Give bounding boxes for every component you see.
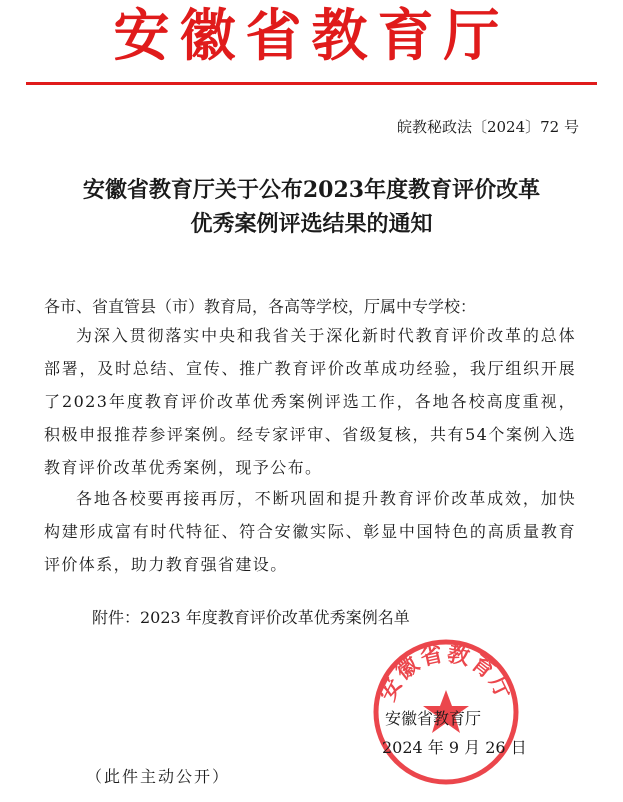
document-title-line-1: 安徽省教育厅关于公布2023年度教育评价改革 bbox=[82, 177, 541, 203]
addressee-line: 各市、省直管县（市）教育局，各高等学校，厅属中专学校： bbox=[44, 297, 477, 316]
signer-name: 安徽省教育厅 bbox=[385, 709, 482, 728]
header-divider-line bbox=[26, 82, 597, 85]
issue-date: 2024 年 9 月 26 日 bbox=[382, 738, 527, 757]
document-number: 皖教秘政法〔2024〕72 号 bbox=[396, 118, 579, 136]
seal-text-path: 安徽省教育厅 bbox=[375, 641, 517, 706]
document-title-line-2: 优秀案例评选结果的通知 bbox=[190, 211, 433, 237]
body-paragraph-1: 为深入贯彻落实中央和我省关于深化新时代教育评价改革的总体部署，及时总结、宣传、推广教育评价改革成功经验，我厅组织开展了2023年度教育评价改革优秀案例评选工作，各地各校高度重视，积极申报推荐参评案例。经专家评审、省级复核，共有54个案例入选教育评价改革优秀案例，现予公布。 bbox=[44, 326, 576, 477]
attachment-line: 附件：2023 年度教育评价改革优秀案例名单 bbox=[92, 608, 410, 627]
body-paragraph-2: 各地各校要再接再厉，不断巩固和提升教育评价改革成效，加快构建形成富有时代特征、符合安徽实际、彰显中国特色的高质量教育评价体系，助力教育强省建设。 bbox=[44, 489, 576, 574]
disclosure-note: （此件主动公开） bbox=[86, 767, 231, 786]
issuer-header-title: 安徽省教育厅 bbox=[113, 4, 510, 69]
